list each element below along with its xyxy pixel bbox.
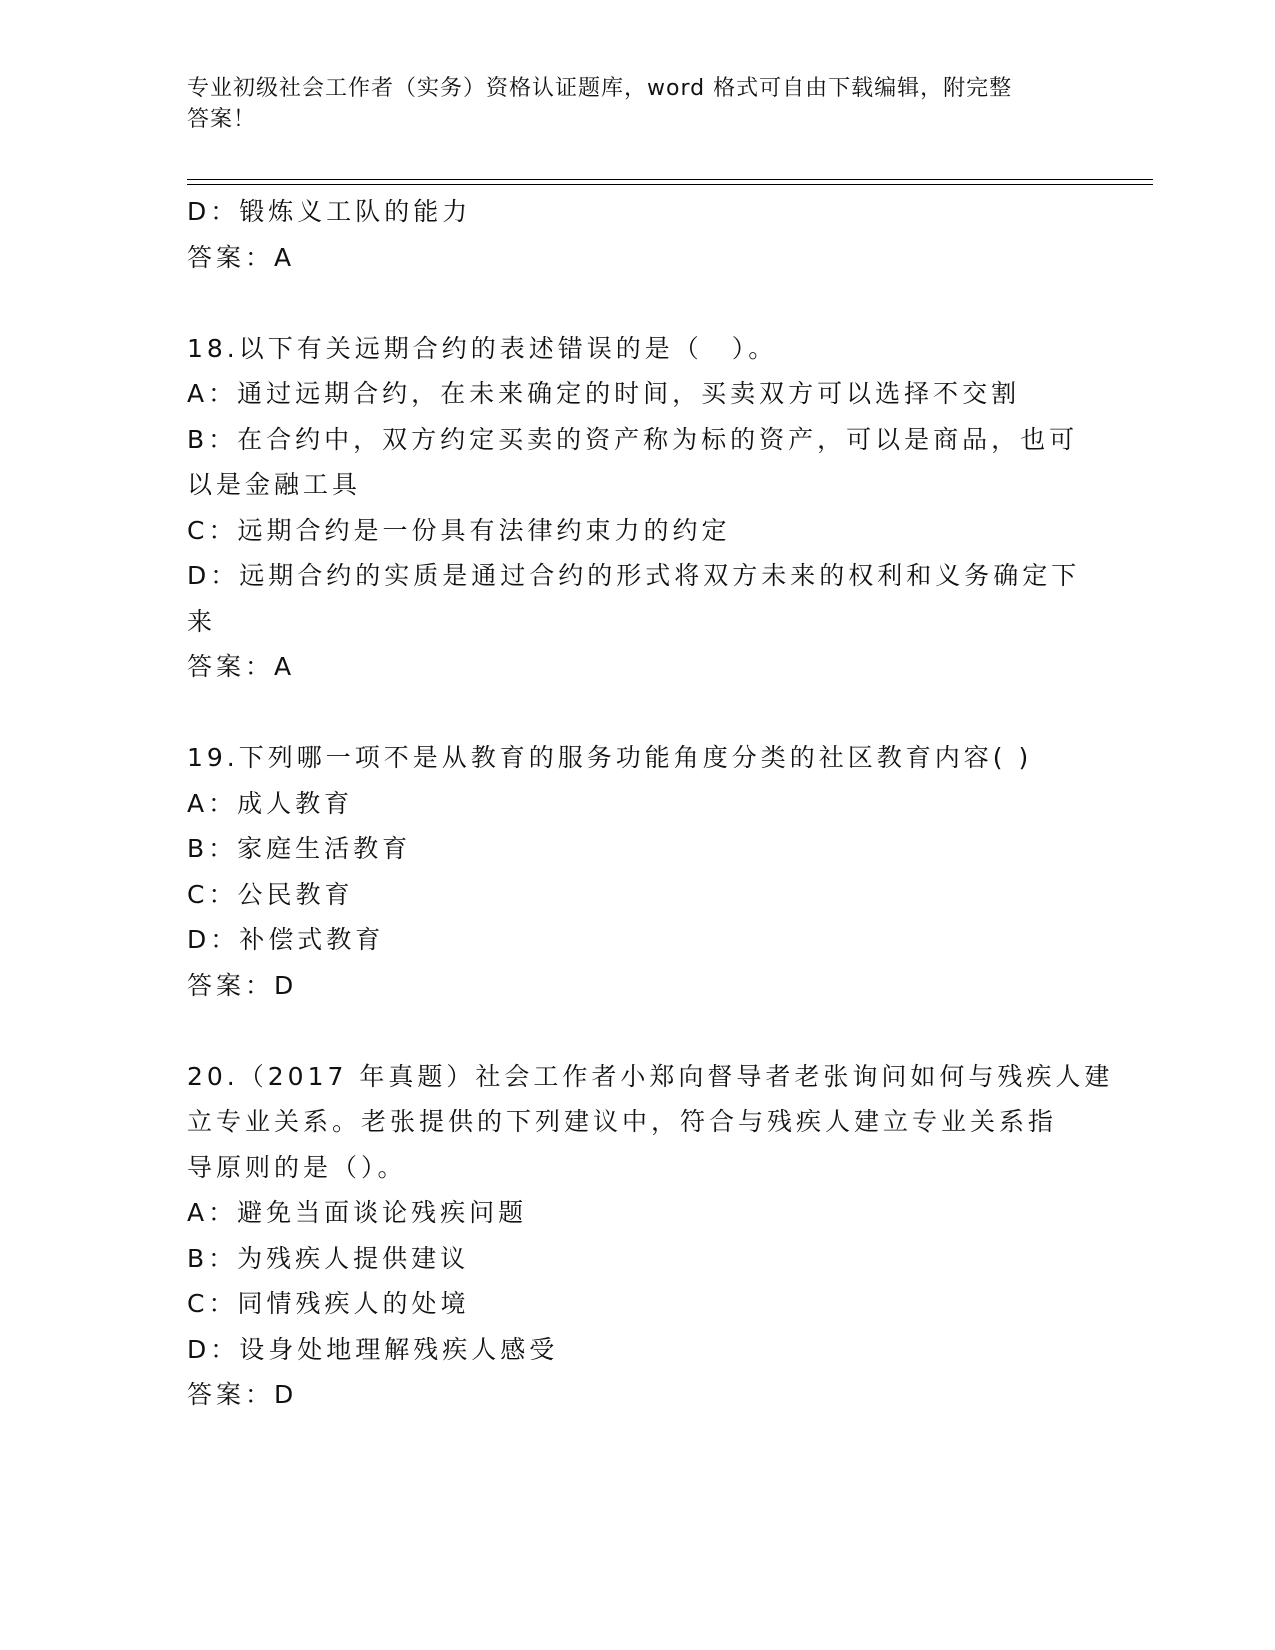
option-d-line-2: 来 [187,606,217,636]
header-line-1: 专业初级社会工作者（实务）资格认证题库，word 格式可自由下载编辑，附完整 [187,76,1013,101]
question-stem-line-3: 导原则的是（）。 [187,1152,407,1182]
answer: 答案：D [187,970,298,1000]
spacer [187,280,1087,326]
option-c: C：公民教育 [187,879,354,909]
spacer [187,1008,1087,1054]
option-a: A：成人教育 [187,788,354,818]
header-line-2: 答案！ [187,107,257,132]
option-d: D：设身处地理解残疾人感受 [187,1334,559,1364]
question-stem-line-1: 20.（2017 年真题）社会工作者小郑向督导者老张询问如何与残疾人建 [187,1061,1114,1091]
answer: 答案：A [187,652,296,681]
option-c: C：远期合约是一份具有法律约束力的约定 [187,515,731,545]
question-stem: 18.以下有关远期合约的表述错误的是（ ）。 [187,333,778,363]
question-17-tail [187,189,1087,280]
option-b: B：为残疾人提供建议 [187,1243,470,1273]
option-c: C：同情残疾人的处境 [187,1289,470,1318]
spacer [187,690,1087,736]
question-20 [187,1054,1114,1418]
option-d: D：锻炼义工队的能力 [187,197,472,226]
option-a: A：避免当面谈论残疾问题 [187,1198,528,1227]
option-d-line-1: D：远期合约的实质是通过合约的形式将双方未来的权利和义务确定下 [187,561,1081,590]
option-a: A：通过远期合约，在未来确定的时间，买卖双方可以选择不交割 [187,379,1021,408]
answer: 答案：D [187,1380,298,1409]
option-b: B：家庭生活教育 [187,834,412,863]
option-b-line-2: 以是金融工具 [187,470,362,499]
answer: 答案：A [187,242,296,272]
question-stem-line-2: 立专业关系。老张提供的下列建议中，符合与残疾人建立专业关系指 [187,1107,1058,1136]
question-19 [187,735,1087,1008]
question-18 [187,326,1087,690]
document-header [187,73,1067,135]
option-d: D：补偿式教育 [187,925,385,954]
option-b-line-1: B：在合约中，双方约定买卖的资产称为标的资产，可以是商品，也可 [187,424,1079,454]
question-list [187,189,1114,1418]
header-divider-top [187,179,1153,180]
header-divider-bottom [187,184,1153,185]
question-stem: 19.下列哪一项不是从教育的服务功能角度分类的社区教育内容( ) [187,743,1033,772]
